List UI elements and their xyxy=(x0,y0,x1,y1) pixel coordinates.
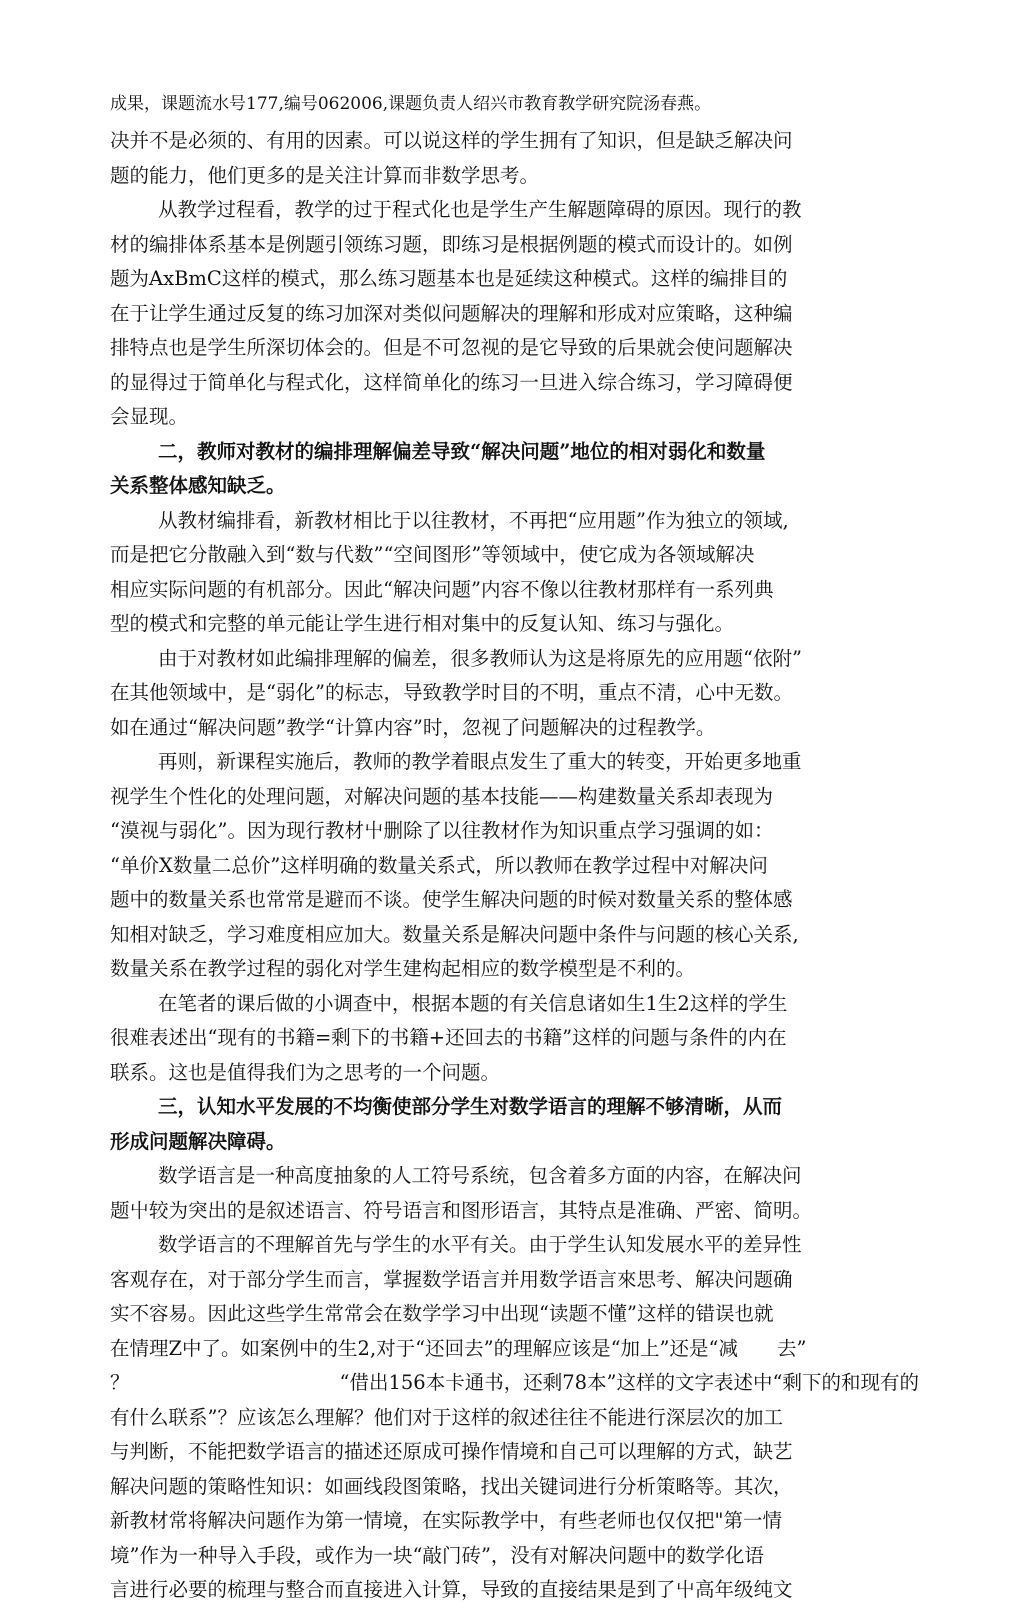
text-line xyxy=(110,1056,920,1091)
text-line xyxy=(110,1332,920,1367)
line-text: 客观存在，对于部分学生而言，掌握数学语言并用数学语言來思考、解决问题确 xyxy=(110,1267,793,1291)
text-line xyxy=(110,1470,920,1505)
line-text: 言进行必要的梳理与整合而直接进入计算，导致的直接结果是到了屮高年级纯文 xyxy=(110,1578,793,1601)
text-line xyxy=(110,1263,920,1298)
text-line xyxy=(110,745,920,780)
text-line xyxy=(110,1297,920,1332)
line-text: 型的模式和完整的单元能让学生进行相对集中的反复认知、练习与强化。 xyxy=(110,612,735,635)
text-line xyxy=(110,159,920,194)
line-text: 题为AxBmC这样的模式，那么练习题基本也是延续这种模式。这样的编排目的 xyxy=(110,267,788,290)
text-line xyxy=(110,1573,920,1608)
text-line xyxy=(110,711,920,746)
text-line xyxy=(110,400,920,435)
line-text: 再则，新课程实施后，教师的教学着眼点发生了重大的转变，开始更多地重 xyxy=(158,750,802,773)
text-line xyxy=(110,780,920,815)
text-line xyxy=(110,883,920,918)
line-text: 关系整体感知缺乏。 xyxy=(110,474,286,497)
text-line xyxy=(110,642,920,677)
section-heading-line xyxy=(110,1125,920,1160)
line-text: 题的能力，他们更多的是关注计算而非数学思考。 xyxy=(110,163,540,187)
text-line xyxy=(110,193,920,228)
line-text: 形成问题解决障碍。 xyxy=(110,1129,286,1153)
line-text: 解决问题的策略性知识：如画线段图策略，找出关键词进行分析策略等。其次， xyxy=(110,1474,793,1498)
line-text: 排特点也是学生所深切体会的。但是不可忽视的是它导致的后果就会使问题解决 xyxy=(110,336,793,359)
text-line xyxy=(110,1401,920,1436)
line-text: 在其他领域中，是“弱化”的标志，导致教学时目的不明，重点不清，心中无数。 xyxy=(110,681,793,704)
text-line xyxy=(110,987,920,1022)
text-line xyxy=(110,1159,920,1194)
line-text: 材的编排体系基本是例题引领练习题，即练习是根据例题的模式而设计的。如例 xyxy=(110,232,793,256)
section-heading-line xyxy=(110,435,920,470)
line-text: 数学语言是一种高度抽象的人工符号系统，包含着多方面的内容，在解决问 xyxy=(158,1164,802,1187)
text-line xyxy=(110,814,920,849)
line-text: 在情理Z中了。如案例中的生2,对于“还回去”的理解应该是“加上”还是“减 去” xyxy=(110,1336,807,1360)
text-line xyxy=(110,573,920,608)
line-text: 视学生个性化的处理问题，对解决问题的基本技能——构建数量关系却表现为 xyxy=(110,784,774,808)
line-text: ？ xyxy=(110,1371,130,1394)
text-line xyxy=(110,676,920,711)
line-text: 如在通过“解决问题”教学“计算内容”时，忽视了问题解决的过程教学。 xyxy=(110,715,716,739)
text-line xyxy=(110,1435,920,1470)
line-text: 境”作为一种导入手段，或作为一块“敲门砖”，没有对解决问题中的数学化语 xyxy=(110,1543,764,1567)
line-text: 实不容易。因此这些学生常常会在数学学习中出现“读题不懂”这样的错误也就 xyxy=(110,1302,774,1325)
line-text: “单价X数量二总价”这样明确的数量关系式，所以教师在教学过程中对解决问 xyxy=(110,853,768,877)
body-text xyxy=(110,124,920,1608)
line-text: 知相对缺乏，学习难度相应加大。数量关系是解决问题中条件与问题的核心关系, xyxy=(110,922,799,946)
text-line xyxy=(110,1021,920,1056)
line-text: 从教学过程看，教学的过于程式化也是学生产生解题障碍的原因。现行的教 xyxy=(158,198,802,221)
line-text: 三，认知水平发展的不均衡使部分学生对数学语言的理解不够清晰，从而 xyxy=(158,1095,783,1118)
text-line xyxy=(110,952,920,987)
line-text: 很难表述出“现有的书籍=剩下的书籍+还回去的书籍”这样的问题与条件的内在 xyxy=(110,1026,787,1049)
footnote: 成果，课题流水号177,编号062006,课题负责人绍兴市教育教学研究院汤春燕。 xyxy=(110,94,712,114)
line-text: 在于让学生通过反复的练习加深对类似问题解决的理解和形成对应策略，这种编 xyxy=(110,301,793,325)
text-line xyxy=(110,538,920,573)
text-line xyxy=(110,331,920,366)
line-text: 从教材编排看，新教材相比于以往教材，不再把“应用题”作为独立的领域, xyxy=(158,508,789,532)
text-line xyxy=(110,366,920,401)
text-line xyxy=(110,918,920,953)
line-text: 而是把它分散融入到“数与代数”“空间图形”等领域中，使它成为各领域解决 xyxy=(110,543,755,566)
line-text: 二，教师对教材的编排理解偏差导致“解决问题”地位的相对弱化和数量 xyxy=(158,439,766,463)
line-text: 题中的数量关系也常常是避而不谈。使学生解决问题的时候对数量关系的整体感 xyxy=(110,888,793,911)
section-heading-line xyxy=(110,1090,920,1125)
line-text: 在笔者的课后做的小调查中，根据本题的有关信息诸如生1生2这样的学生 xyxy=(158,991,788,1015)
text-line xyxy=(110,1228,920,1263)
line-text: 新教材常将解决问题作为第一情境，在实际教学中，有些老师也仅仅把"第一情 xyxy=(110,1509,782,1532)
line-text: 数学语言的不理解首先与学生的水平有关。由于学生认知发展水平的差异性 xyxy=(158,1233,802,1256)
text-line xyxy=(110,504,920,539)
line-text: 的显得过于简单化与程式化，这样简单化的练习一旦进入综合练习，学习障碍便 xyxy=(110,370,793,394)
text-line xyxy=(110,1194,920,1229)
line-text: 有什么联系”？应该怎么理解？他们对于这样的叙述往往不能进行深层次的加工 xyxy=(110,1405,783,1429)
line-text: 相应实际问题的有机部分。因此“解决问题”内容不像以往教材那样有一系列典 xyxy=(110,577,774,601)
line-text: 与判断，不能把数学语言的描述还原成可操作情境和自己可以理解的方式，缺艺 xyxy=(110,1440,793,1463)
text-line xyxy=(110,849,920,884)
line-text: 决并不是必须的、有用的因素。可以说这样的学生拥有了知识，但是缺乏解决问 xyxy=(110,129,793,152)
line-text: “漠视与弱化”。因为现行教材屮删除了以往教材作为知识重点学习强调的如： xyxy=(110,819,774,842)
text-line xyxy=(110,228,920,263)
text-line xyxy=(110,1366,920,1401)
line-text-tail: “借出156本卡通书，还剩78本”这样的文字表述中“剩下的和现有的 xyxy=(339,1371,919,1394)
section-heading-line xyxy=(110,469,920,504)
text-line xyxy=(110,1504,920,1539)
line-text: 联系。这也是值得我们为之思考的一个问题。 xyxy=(110,1060,501,1084)
line-text: 数量关系在教学过程的弱化对学生建构起相应的数学模型是不利的。 xyxy=(110,957,696,980)
line-text: 由于对教材如此编排理解的偏差，很多教师认为这是将原先的应用题“依附” xyxy=(158,646,802,670)
text-line xyxy=(110,607,920,642)
text-line xyxy=(110,297,920,332)
text-line xyxy=(110,1539,920,1574)
line-text: 题屮较为突出的是叙述语言、符号语言和图形语言，其特点是准确、严密、简明。 xyxy=(110,1198,813,1222)
text-line xyxy=(110,262,920,297)
text-line xyxy=(110,124,920,159)
line-text: 会显现。 xyxy=(110,405,189,428)
